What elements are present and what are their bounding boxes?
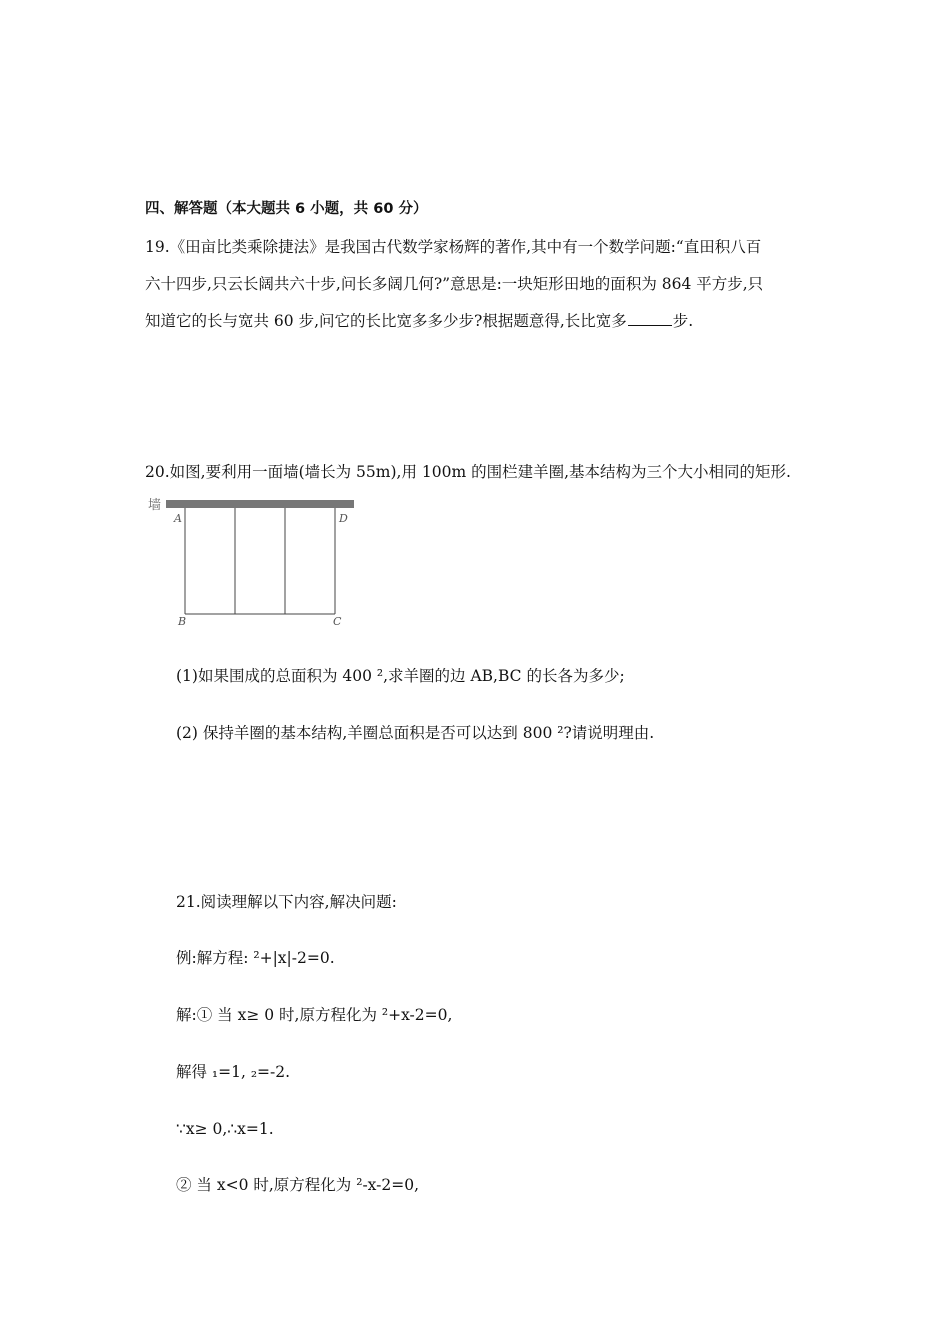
q21-line-1: 21.阅读理解以下内容,解决问题:	[176, 893, 397, 911]
wall-bar	[166, 500, 354, 508]
q19-line-3-text: 知道它的长与宽共 60 步,问它的长比宽多多少步?根据题意得,长比宽多	[145, 312, 627, 330]
point-c-label: C	[333, 615, 342, 628]
wall-label: 墙	[148, 498, 162, 513]
q20-part-1: (1)如果围成的总面积为 400 ²,求羊圈的边 AB,BC 的长各为多少;	[176, 667, 625, 685]
q21-line-3: 解:① 当 x≥ 0 时,原方程化为 ²+x-2=0,	[176, 1006, 453, 1024]
q19-line-3	[145, 311, 693, 331]
q20-part-2: (2) 保持羊圈的基本结构,羊圈总面积是否可以达到 800 ²?请说明理由.	[176, 724, 655, 742]
q21-line-2: 例:解方程: ²+|x|-2=0.	[176, 949, 335, 967]
q20-line-1: 20.如图,要利用一面墙(墙长为 55m),用 100m 的围栏建羊圈,基本结构为三个大小相同的矩形.	[145, 463, 791, 481]
q19-line-3-end: 步.	[672, 312, 694, 330]
answer-blank	[628, 311, 672, 326]
point-b-label: B	[178, 615, 187, 628]
q19-line-2: 六十四步,只云长阔共六十步,问长多阔几何?”意思是:一块矩形田地的面积为 864 平方步,只	[145, 275, 764, 293]
point-a-label: A	[174, 512, 182, 525]
q21-line-5: ∵x≥ 0,∴x=1.	[176, 1120, 274, 1138]
q19-line-1: 19.《田亩比类乘除捷法》是我国古代数学家杨辉的著作,其中有一个数学问题:“直田积八百	[145, 238, 762, 256]
point-d-label: D	[339, 512, 348, 525]
section-heading: 四、解答题（本大题共 6 小题，共 60 分）	[145, 201, 428, 217]
q21-line-4: 解得 ₁=1, ₂=-2.	[176, 1063, 291, 1081]
q21-line-6: ② 当 x<0 时,原方程化为 ²-x-2=0,	[176, 1176, 420, 1194]
sheep-pen-figure	[144, 490, 364, 632]
